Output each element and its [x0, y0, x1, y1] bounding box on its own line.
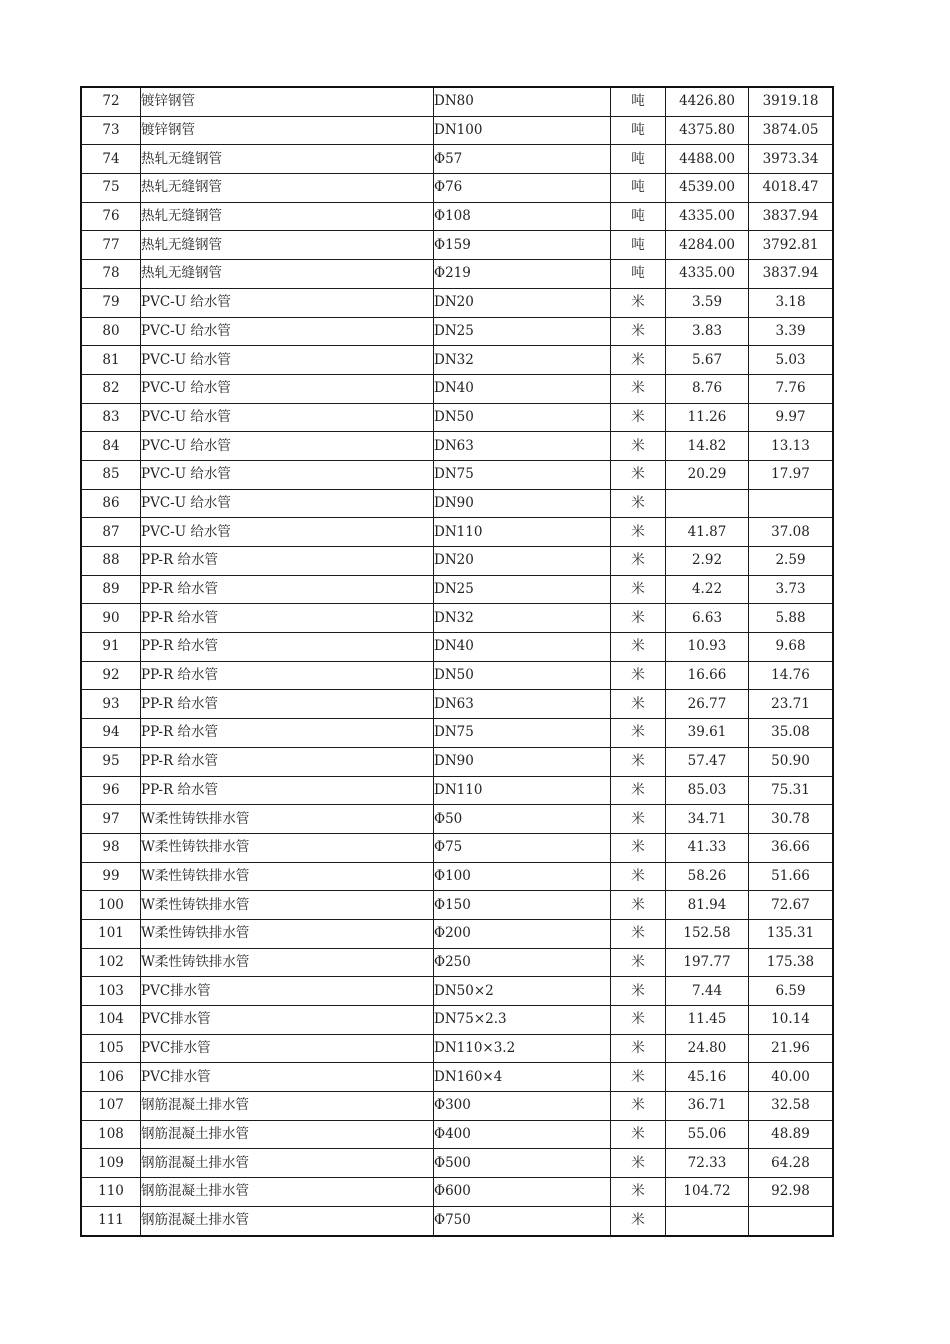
spec-cell: DN75 [434, 719, 611, 748]
price-incl-tax-cell: 4375.80 [666, 116, 749, 145]
table-row [81, 1206, 833, 1235]
price-incl-tax-cell: 4426.80 [666, 87, 749, 116]
spec-cell: Φ750 [434, 1206, 611, 1235]
row-number-cell: 78 [81, 260, 141, 289]
table-row [81, 776, 833, 805]
item-name-cell: 热轧无缝钢管 [141, 231, 434, 260]
item-name-cell: PVC-U 给水管 [141, 317, 434, 346]
item-name-cell: PVC排水管 [141, 1063, 434, 1092]
table-row [81, 977, 833, 1006]
unit-cell: 米 [611, 719, 666, 748]
item-name-cell: 热轧无缝钢管 [141, 174, 434, 203]
spec-cell: DN80 [434, 87, 611, 116]
unit-cell: 米 [611, 460, 666, 489]
price-excl-tax-cell: 17.97 [749, 460, 834, 489]
spec-cell: DN20 [434, 547, 611, 576]
table-row [81, 833, 833, 862]
price-excl-tax-cell: 5.03 [749, 346, 834, 375]
table-row [81, 862, 833, 891]
table-row [81, 87, 833, 116]
price-incl-tax-cell: 197.77 [666, 948, 749, 977]
price-excl-tax-cell: 32.58 [749, 1092, 834, 1121]
unit-cell: 米 [611, 575, 666, 604]
price-incl-tax-cell: 3.59 [666, 288, 749, 317]
price-excl-tax-cell: 4018.47 [749, 174, 834, 203]
table-row [81, 633, 833, 662]
price-excl-tax-cell: 40.00 [749, 1063, 834, 1092]
row-number-cell: 92 [81, 661, 141, 690]
table-row [81, 317, 833, 346]
unit-cell: 吨 [611, 231, 666, 260]
price-incl-tax-cell: 4284.00 [666, 231, 749, 260]
price-excl-tax-cell: 35.08 [749, 719, 834, 748]
price-excl-tax-cell: 3973.34 [749, 145, 834, 174]
price-incl-tax-cell: 41.33 [666, 833, 749, 862]
item-name-cell: W柔性铸铁排水管 [141, 948, 434, 977]
spec-cell: DN25 [434, 575, 611, 604]
price-excl-tax-cell: 2.59 [749, 547, 834, 576]
unit-cell: 米 [611, 317, 666, 346]
price-excl-tax-cell: 3874.05 [749, 116, 834, 145]
table-row [81, 719, 833, 748]
price-incl-tax-cell: 36.71 [666, 1092, 749, 1121]
unit-cell: 米 [611, 776, 666, 805]
price-incl-tax-cell: 4335.00 [666, 260, 749, 289]
row-number-cell: 107 [81, 1092, 141, 1121]
unit-cell: 米 [611, 489, 666, 518]
table-row [81, 1149, 833, 1178]
spec-cell: Φ500 [434, 1149, 611, 1178]
unit-cell: 米 [611, 1206, 666, 1235]
item-name-cell: PP-R 给水管 [141, 719, 434, 748]
table-row [81, 891, 833, 920]
row-number-cell: 100 [81, 891, 141, 920]
item-name-cell: PP-R 给水管 [141, 604, 434, 633]
row-number-cell: 79 [81, 288, 141, 317]
price-excl-tax-cell: 3837.94 [749, 260, 834, 289]
row-number-cell: 93 [81, 690, 141, 719]
price-incl-tax-cell: 81.94 [666, 891, 749, 920]
row-number-cell: 83 [81, 403, 141, 432]
row-number-cell: 97 [81, 805, 141, 834]
item-name-cell: W柔性铸铁排水管 [141, 833, 434, 862]
price-excl-tax-cell: 13.13 [749, 432, 834, 461]
spec-cell: DN90 [434, 747, 611, 776]
item-name-cell: 热轧无缝钢管 [141, 145, 434, 174]
table-row [81, 747, 833, 776]
spec-cell: DN75×2.3 [434, 1006, 611, 1035]
price-excl-tax-cell: 21.96 [749, 1034, 834, 1063]
item-name-cell: PVC-U 给水管 [141, 432, 434, 461]
row-number-cell: 98 [81, 833, 141, 862]
unit-cell: 米 [611, 288, 666, 317]
price-excl-tax-cell: 50.90 [749, 747, 834, 776]
spec-cell: DN50 [434, 403, 611, 432]
row-number-cell: 109 [81, 1149, 141, 1178]
unit-cell: 米 [611, 1034, 666, 1063]
price-incl-tax-cell: 72.33 [666, 1149, 749, 1178]
price-excl-tax-cell: 92.98 [749, 1178, 834, 1207]
table-row [81, 575, 833, 604]
row-number-cell: 110 [81, 1178, 141, 1207]
table-row [81, 1063, 833, 1092]
table-row [81, 1120, 833, 1149]
unit-cell: 米 [611, 432, 666, 461]
item-name-cell: PVC-U 给水管 [141, 346, 434, 375]
price-incl-tax-cell: 5.67 [666, 346, 749, 375]
item-name-cell: PVC-U 给水管 [141, 374, 434, 403]
price-excl-tax-cell: 9.68 [749, 633, 834, 662]
table-row [81, 948, 833, 977]
price-excl-tax-cell: 36.66 [749, 833, 834, 862]
spec-cell: DN63 [434, 432, 611, 461]
row-number-cell: 104 [81, 1006, 141, 1035]
table-row [81, 116, 833, 145]
price-excl-tax-cell [749, 1206, 834, 1235]
item-name-cell: W柔性铸铁排水管 [141, 862, 434, 891]
item-name-cell: W柔性铸铁排水管 [141, 805, 434, 834]
unit-cell: 米 [611, 1178, 666, 1207]
price-incl-tax-cell: 85.03 [666, 776, 749, 805]
item-name-cell: PVC-U 给水管 [141, 460, 434, 489]
price-incl-tax-cell: 11.45 [666, 1006, 749, 1035]
price-incl-tax-cell: 8.76 [666, 374, 749, 403]
price-incl-tax-cell: 26.77 [666, 690, 749, 719]
price-excl-tax-cell: 6.59 [749, 977, 834, 1006]
price-incl-tax-cell: 6.63 [666, 604, 749, 633]
row-number-cell: 95 [81, 747, 141, 776]
unit-cell: 米 [611, 862, 666, 891]
row-number-cell: 103 [81, 977, 141, 1006]
price-excl-tax-cell: 7.76 [749, 374, 834, 403]
item-name-cell: 镀锌钢管 [141, 87, 434, 116]
unit-cell: 米 [611, 374, 666, 403]
spec-cell: Φ76 [434, 174, 611, 203]
price-table-body [81, 87, 833, 1236]
table-row [81, 374, 833, 403]
unit-cell: 米 [611, 833, 666, 862]
table-row [81, 346, 833, 375]
price-incl-tax-cell: 104.72 [666, 1178, 749, 1207]
item-name-cell: PVC排水管 [141, 1006, 434, 1035]
table-row [81, 805, 833, 834]
unit-cell: 米 [611, 919, 666, 948]
spec-cell: Φ300 [434, 1092, 611, 1121]
row-number-cell: 81 [81, 346, 141, 375]
spec-cell: Φ200 [434, 919, 611, 948]
table-row [81, 1034, 833, 1063]
price-excl-tax-cell: 3792.81 [749, 231, 834, 260]
spec-cell: DN25 [434, 317, 611, 346]
table-row [81, 145, 833, 174]
price-excl-tax-cell: 30.78 [749, 805, 834, 834]
item-name-cell: PVC-U 给水管 [141, 518, 434, 547]
unit-cell: 米 [611, 747, 666, 776]
table-row [81, 489, 833, 518]
unit-cell: 米 [611, 805, 666, 834]
table-row [81, 174, 833, 203]
unit-cell: 米 [611, 604, 666, 633]
spec-cell: DN40 [434, 633, 611, 662]
price-excl-tax-cell: 9.97 [749, 403, 834, 432]
spec-cell: DN110×3.2 [434, 1034, 611, 1063]
table-row [81, 432, 833, 461]
unit-cell: 米 [611, 403, 666, 432]
price-incl-tax-cell: 55.06 [666, 1120, 749, 1149]
item-name-cell: PVC-U 给水管 [141, 288, 434, 317]
row-number-cell: 73 [81, 116, 141, 145]
item-name-cell: PP-R 给水管 [141, 547, 434, 576]
price-excl-tax-cell: 23.71 [749, 690, 834, 719]
price-excl-tax-cell: 75.31 [749, 776, 834, 805]
unit-cell: 米 [611, 346, 666, 375]
item-name-cell: PP-R 给水管 [141, 747, 434, 776]
spec-cell: DN20 [434, 288, 611, 317]
item-name-cell: PVC排水管 [141, 1034, 434, 1063]
spec-cell: Φ108 [434, 202, 611, 231]
unit-cell: 米 [611, 891, 666, 920]
row-number-cell: 94 [81, 719, 141, 748]
table-row [81, 1178, 833, 1207]
price-excl-tax-cell: 135.31 [749, 919, 834, 948]
unit-cell: 米 [611, 1063, 666, 1092]
price-excl-tax-cell: 3.73 [749, 575, 834, 604]
row-number-cell: 90 [81, 604, 141, 633]
spec-cell: DN75 [434, 460, 611, 489]
table-row [81, 288, 833, 317]
price-excl-tax-cell: 37.08 [749, 518, 834, 547]
item-name-cell: PP-R 给水管 [141, 575, 434, 604]
price-excl-tax-cell: 3837.94 [749, 202, 834, 231]
spec-cell: DN50×2 [434, 977, 611, 1006]
unit-cell: 米 [611, 1006, 666, 1035]
table-row [81, 547, 833, 576]
spec-cell: Φ150 [434, 891, 611, 920]
item-name-cell: PP-R 给水管 [141, 776, 434, 805]
unit-cell: 米 [611, 518, 666, 547]
price-incl-tax-cell: 16.66 [666, 661, 749, 690]
item-name-cell: 钢筋混凝土排水管 [141, 1206, 434, 1235]
row-number-cell: 88 [81, 547, 141, 576]
price-incl-tax-cell: 4.22 [666, 575, 749, 604]
row-number-cell: 72 [81, 87, 141, 116]
spec-cell: Φ50 [434, 805, 611, 834]
spec-cell: DN110 [434, 776, 611, 805]
row-number-cell: 108 [81, 1120, 141, 1149]
row-number-cell: 80 [81, 317, 141, 346]
item-name-cell: 热轧无缝钢管 [141, 260, 434, 289]
row-number-cell: 87 [81, 518, 141, 547]
unit-cell: 吨 [611, 116, 666, 145]
price-excl-tax-cell: 10.14 [749, 1006, 834, 1035]
unit-cell: 吨 [611, 260, 666, 289]
price-incl-tax-cell: 4539.00 [666, 174, 749, 203]
table-row [81, 518, 833, 547]
row-number-cell: 96 [81, 776, 141, 805]
row-number-cell: 101 [81, 919, 141, 948]
spec-cell: Φ250 [434, 948, 611, 977]
item-name-cell: W柔性铸铁排水管 [141, 891, 434, 920]
unit-cell: 米 [611, 1149, 666, 1178]
price-incl-tax-cell: 10.93 [666, 633, 749, 662]
table-row [81, 403, 833, 432]
row-number-cell: 89 [81, 575, 141, 604]
item-name-cell: PVC排水管 [141, 977, 434, 1006]
spec-cell: DN90 [434, 489, 611, 518]
row-number-cell: 86 [81, 489, 141, 518]
row-number-cell: 76 [81, 202, 141, 231]
price-incl-tax-cell: 7.44 [666, 977, 749, 1006]
spec-cell: DN110 [434, 518, 611, 547]
unit-cell: 米 [611, 1092, 666, 1121]
row-number-cell: 82 [81, 374, 141, 403]
spec-cell: Φ159 [434, 231, 611, 260]
price-incl-tax-cell: 57.47 [666, 747, 749, 776]
item-name-cell: 钢筋混凝土排水管 [141, 1120, 434, 1149]
price-incl-tax-cell: 24.80 [666, 1034, 749, 1063]
item-name-cell: PP-R 给水管 [141, 690, 434, 719]
price-table [80, 86, 834, 1237]
price-incl-tax-cell: 152.58 [666, 919, 749, 948]
price-incl-tax-cell: 14.82 [666, 432, 749, 461]
item-name-cell: PP-R 给水管 [141, 661, 434, 690]
spec-cell: DN100 [434, 116, 611, 145]
item-name-cell: 热轧无缝钢管 [141, 202, 434, 231]
table-row [81, 460, 833, 489]
price-incl-tax-cell: 2.92 [666, 547, 749, 576]
price-excl-tax-cell: 72.67 [749, 891, 834, 920]
table-row [81, 260, 833, 289]
spec-cell: DN32 [434, 604, 611, 633]
price-excl-tax-cell: 64.28 [749, 1149, 834, 1178]
table-row [81, 202, 833, 231]
unit-cell: 吨 [611, 87, 666, 116]
price-excl-tax-cell: 175.38 [749, 948, 834, 977]
price-excl-tax-cell [749, 489, 834, 518]
row-number-cell: 106 [81, 1063, 141, 1092]
unit-cell: 米 [611, 948, 666, 977]
row-number-cell: 99 [81, 862, 141, 891]
unit-cell: 米 [611, 1120, 666, 1149]
row-number-cell: 102 [81, 948, 141, 977]
item-name-cell: W柔性铸铁排水管 [141, 919, 434, 948]
price-incl-tax-cell: 11.26 [666, 403, 749, 432]
price-incl-tax-cell: 4335.00 [666, 202, 749, 231]
item-name-cell: 镀锌钢管 [141, 116, 434, 145]
price-incl-tax-cell: 4488.00 [666, 145, 749, 174]
row-number-cell: 105 [81, 1034, 141, 1063]
unit-cell: 吨 [611, 145, 666, 174]
table-row [81, 604, 833, 633]
unit-cell: 米 [611, 633, 666, 662]
spec-cell: DN160×4 [434, 1063, 611, 1092]
unit-cell: 吨 [611, 202, 666, 231]
price-incl-tax-cell: 41.87 [666, 518, 749, 547]
item-name-cell: 钢筋混凝土排水管 [141, 1178, 434, 1207]
spec-cell: DN32 [434, 346, 611, 375]
row-number-cell: 85 [81, 460, 141, 489]
price-incl-tax-cell: 20.29 [666, 460, 749, 489]
item-name-cell: PVC-U 给水管 [141, 403, 434, 432]
price-incl-tax-cell: 45.16 [666, 1063, 749, 1092]
spec-cell: Φ219 [434, 260, 611, 289]
item-name-cell: 钢筋混凝土排水管 [141, 1149, 434, 1178]
spec-cell: Φ600 [434, 1178, 611, 1207]
row-number-cell: 84 [81, 432, 141, 461]
spec-cell: Φ400 [434, 1120, 611, 1149]
row-number-cell: 75 [81, 174, 141, 203]
price-incl-tax-cell [666, 1206, 749, 1235]
table-row [81, 1092, 833, 1121]
price-excl-tax-cell: 14.76 [749, 661, 834, 690]
price-excl-tax-cell: 48.89 [749, 1120, 834, 1149]
item-name-cell: PP-R 给水管 [141, 633, 434, 662]
table-row [81, 1006, 833, 1035]
price-incl-tax-cell: 39.61 [666, 719, 749, 748]
price-incl-tax-cell: 34.71 [666, 805, 749, 834]
item-name-cell: PVC-U 给水管 [141, 489, 434, 518]
row-number-cell: 77 [81, 231, 141, 260]
unit-cell: 米 [611, 690, 666, 719]
unit-cell: 米 [611, 547, 666, 576]
spec-cell: DN40 [434, 374, 611, 403]
price-excl-tax-cell: 3.39 [749, 317, 834, 346]
spec-cell: Φ100 [434, 862, 611, 891]
price-incl-tax-cell [666, 489, 749, 518]
spec-cell: Φ57 [434, 145, 611, 174]
price-excl-tax-cell: 3.18 [749, 288, 834, 317]
price-excl-tax-cell: 5.88 [749, 604, 834, 633]
price-incl-tax-cell: 58.26 [666, 862, 749, 891]
table-row [81, 231, 833, 260]
unit-cell: 米 [611, 661, 666, 690]
table-row [81, 919, 833, 948]
price-incl-tax-cell: 3.83 [666, 317, 749, 346]
row-number-cell: 111 [81, 1206, 141, 1235]
item-name-cell: 钢筋混凝土排水管 [141, 1092, 434, 1121]
spec-cell: Φ75 [434, 833, 611, 862]
row-number-cell: 74 [81, 145, 141, 174]
spec-cell: DN63 [434, 690, 611, 719]
table-row [81, 690, 833, 719]
price-excl-tax-cell: 3919.18 [749, 87, 834, 116]
table-row [81, 661, 833, 690]
price-excl-tax-cell: 51.66 [749, 862, 834, 891]
unit-cell: 米 [611, 977, 666, 1006]
unit-cell: 吨 [611, 174, 666, 203]
spec-cell: DN50 [434, 661, 611, 690]
row-number-cell: 91 [81, 633, 141, 662]
